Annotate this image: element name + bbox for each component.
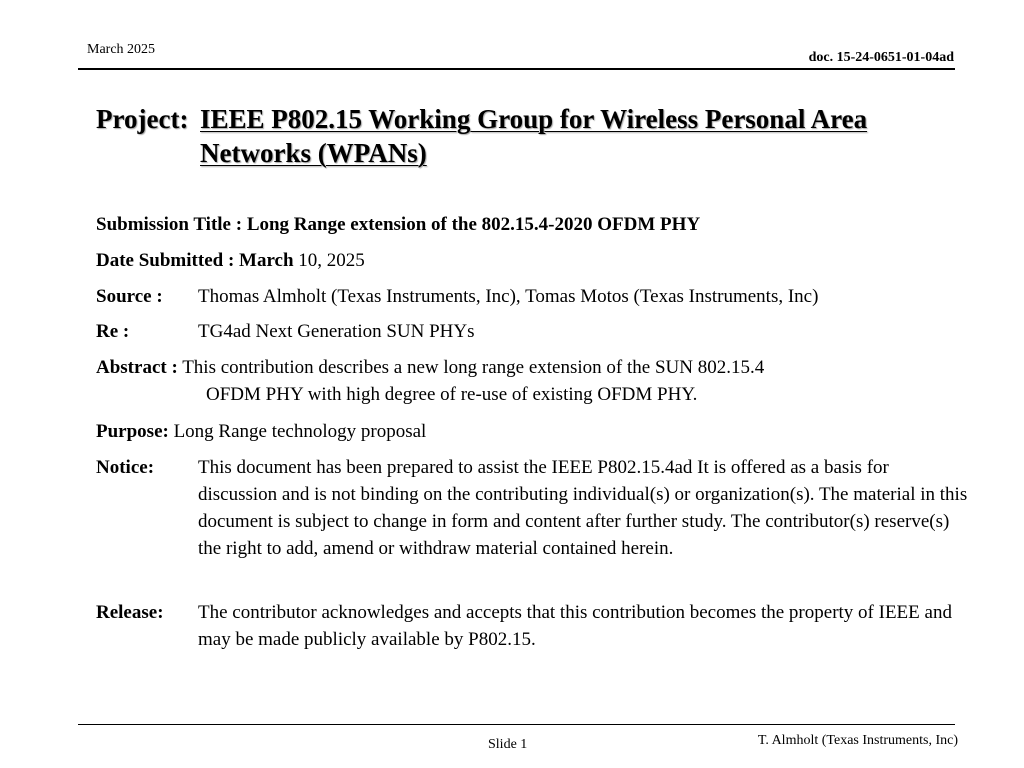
date-submitted-field	[96, 247, 966, 274]
project-title: IEEE P802.15 Working Group for Wireless Personal Area Networks (WPANs)	[200, 104, 868, 168]
slide-number: Slide 1	[488, 737, 528, 752]
document-id: doc. 15-24-0651-01-04ad	[808, 50, 954, 65]
header-date: March 2025	[87, 42, 156, 57]
submission-title-field	[96, 211, 966, 238]
release-label: Release:	[96, 602, 164, 623]
abstract-line-1: This contribution describes a new long range extension of the SUN 802.15.4	[177, 357, 765, 378]
date-submitted-value: 10, 2025	[293, 250, 365, 271]
source-value: Thomas Almholt (Texas Instruments, Inc), Tomas Motos (Texas Instruments, Inc)	[198, 286, 819, 307]
release-text: The contributor acknowledges and accepts that this contribution becomes the property of IEEE and may be made publicly available by P802.15.	[198, 602, 952, 650]
notice-text: This document has been prepared to assist the IEEE P802.15.4ad It is offered as a basis for discussion and is not binding on the contributing individual(s) or organization(s). The material in this document is subject to change in form and content after further study. The contributor(s) reserve(s) the right to add, amend or withdraw material contained herein.	[198, 457, 968, 559]
footer-author: T. Almholt (Texas Instruments, Inc)	[757, 733, 958, 748]
re-value: TG4ad Next Generation SUN PHYs	[198, 321, 475, 342]
date-submitted-label: Date Submitted : March	[96, 250, 294, 271]
re-label: Re :	[96, 321, 130, 342]
purpose-value: Long Range technology proposal	[168, 421, 427, 442]
footer-divider	[78, 724, 955, 725]
release-field	[96, 599, 966, 650]
notice-label: Notice:	[96, 457, 155, 478]
header-divider	[78, 68, 955, 70]
submission-title: Submission Title : Long Range extension of the 802.15.4-2020 OFDM PHY	[96, 214, 701, 235]
purpose-field	[96, 418, 966, 445]
abstract-label: Abstract :	[96, 357, 178, 378]
abstract-line-2: OFDM PHY with high degree of re-use of existing OFDM PHY.	[206, 384, 698, 405]
source-field	[96, 283, 966, 310]
project-heading	[96, 102, 956, 170]
notice-field	[96, 454, 968, 559]
re-field	[96, 318, 966, 345]
source-label: Source :	[96, 286, 163, 307]
abstract-field	[96, 354, 966, 408]
purpose-label: Purpose:	[96, 421, 169, 442]
project-label: Project:	[96, 104, 189, 134]
